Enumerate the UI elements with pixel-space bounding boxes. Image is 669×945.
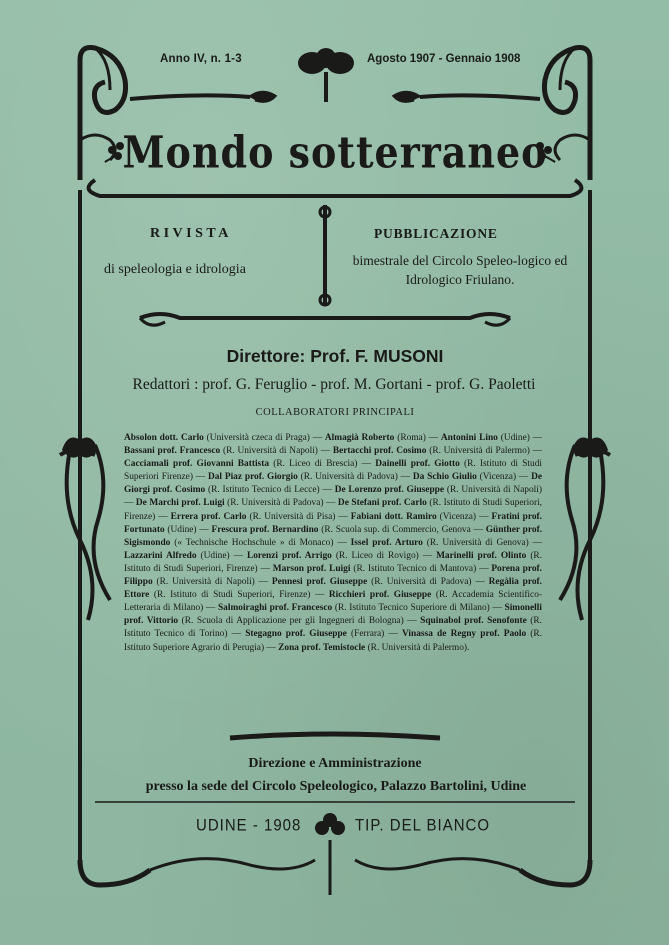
collaborator-affiliation: (R. Università di Padova)	[367, 577, 472, 588]
collaborator-name: Antonini Lino	[440, 433, 498, 443]
collaborator-name: Vinassa de Regny prof. Paolo	[401, 629, 527, 640]
collaborator-affiliation: (R. Istituto di Studi Superiori, Firenze)	[124, 550, 543, 574]
collaborator-entry	[124, 551, 230, 561]
collaborator-affiliation: (R. Università di Padova)	[224, 498, 324, 509]
left-tulip-icon	[62, 438, 98, 458]
collaborator-affiliation: (R. Università di Pisa)	[246, 511, 336, 522]
collaborator-affiliation: (R. Istituto di Studi Superiori Firenze)	[124, 459, 542, 483]
collaborator-name: De Marchi prof. Luigi	[135, 498, 225, 509]
collaborator-entry	[124, 433, 310, 443]
collaborator-name: Pennesi prof. Giuseppe	[271, 577, 368, 588]
top-center-flower-icon	[298, 48, 354, 102]
top-rule-right	[420, 95, 540, 99]
collaborator-name: Zona prof. Temistocle	[278, 642, 366, 653]
left-side-flourish	[60, 430, 110, 860]
collaborator-affiliation: (Vicenza)	[476, 472, 517, 483]
collaborator-entry	[351, 512, 476, 522]
collaborator-entry	[273, 564, 476, 574]
collaborator-name: Dal Piaz prof. Giorgio	[207, 472, 298, 483]
collaborator-affiliation: (Vicenza)	[436, 511, 477, 522]
collaborator-affiliation: (R. Università di Genova)	[422, 537, 529, 548]
footer-printer: TIP. DEL BIANCO	[355, 816, 491, 835]
collaborator-name: Fratini prof. Fortunato	[124, 511, 543, 535]
collaborator-affiliation: (R. Istituto Tecnico di Lecce)	[205, 485, 320, 496]
collaborator-affiliation: (Università czeca di Praga)	[203, 433, 310, 443]
collaborator-name: Regàlia prof. Ettore	[124, 577, 543, 601]
collaborator-name: Fabiani dott. Ramiro	[350, 511, 437, 522]
collaborator-name: De Stefani prof. Carlo	[337, 498, 427, 509]
right-panel-subtitle: bimestrale del Circolo Speleo-logico ed Idrologico Friulano.	[352, 253, 568, 287]
collaborator-name: Absolon dott. Carlo	[124, 433, 204, 443]
collaborator-name: Cacciamali prof. Giovanni Battista	[124, 459, 270, 470]
collaborator-affiliation: (Roma)	[394, 433, 426, 443]
bottom-clover-icon	[315, 813, 345, 835]
collaborator-affiliation: (R. Istituto Tecnico di Torino)	[124, 616, 542, 640]
issue-dates: Agosto 1907 - Gennaio 1908	[367, 53, 521, 65]
collaborator-affiliation: (Udine)	[164, 524, 197, 535]
collaborator-name: Stegagno prof. Giuseppe	[245, 629, 347, 640]
collaborator-affiliation: (Udine)	[196, 550, 230, 561]
collaborator-entry	[413, 472, 516, 482]
footer-city-year: UDINE - 1908	[196, 816, 302, 835]
collaborator-name: Issel prof. Arturo	[350, 537, 423, 548]
collaborator-affiliation: (R. Istituto Tecnico Superiore di Milano)	[332, 603, 490, 614]
page-title: Mondo sotterraneo	[122, 126, 548, 178]
collaborator-name: Simonelli prof. Vittorio	[124, 603, 542, 627]
collaborator-name: Almagià Roberto	[324, 433, 395, 443]
editors-line: Redattori : prof. G. Feruglio - prof. M. Gortani - prof. G. Paoletti	[132, 376, 536, 393]
collaborator-affiliation: (R. Università di Napoli)	[220, 446, 318, 457]
administration-address: presso la sede del Circolo Speleologico, Palazzo Bartolini, Udine	[145, 779, 527, 794]
collaborator-affiliation: (R. Università di Napoli)	[444, 485, 542, 496]
collaborator-affiliation: (R. Liceo di Rovigo)	[331, 550, 419, 561]
collaborator-entry	[325, 433, 426, 443]
collaborator-affiliation: (R. Istituto Tecnico di Mantova)	[350, 563, 477, 574]
collaborator-name: Marson prof. Luigi	[272, 563, 351, 574]
collaborator-affiliation: (R. Scuola di Applicazione per gli Ingegneri di Bologna)	[178, 616, 404, 627]
collaborator-affiliation: (Udine)	[497, 433, 530, 443]
collaborator-entry	[218, 603, 490, 613]
collaborator-name: Bertacchi prof. Cosimo	[332, 446, 427, 457]
administration-title: Direzione e Amministrazione	[248, 756, 422, 771]
collaborator-entry	[272, 577, 472, 587]
collaborator-name: Squinabol prof. Senofonte	[420, 616, 527, 627]
collaborator-entry	[136, 498, 324, 508]
collaborator-entry	[351, 538, 529, 548]
collaborator-name: Ricchieri prof. Giuseppe	[328, 590, 432, 601]
collaborator-name: Günther prof. Sigismondo	[124, 524, 543, 548]
collaborator-entry	[247, 551, 419, 561]
collaborator-name: Dainelli prof. Giotto	[375, 459, 460, 470]
collaborators-heading: COLLABORATORI PRINCIPALI	[255, 407, 415, 418]
collaborator-affiliation: (R. Istituto di Studi Superiori, Firenze)	[124, 498, 543, 522]
collaborator-entry	[335, 485, 542, 495]
collaborators-list: Absolon dott. Carlo (Università czeca di Praga) — Almagià Roberto (Roma) — Antonini Lino (Udine) — Bassani prof. Francesco (R. Università di Napoli) — Bertacchi prof. Cosimo (R. Università di Palermo) — Cacciamali prof. Giovanni Battista (R. Liceo di Brescia) — Dainelli prof. Giotto (R. Istituto di Studi Superiori Firenze) — Dal Piaz prof. Giorgio (R. Università di Padova) — Da Schio Giulio (Vicenza) — De Giorgi prof. Cosimo (R. Istituto Tecnico di Lecce) — De Lorenzo prof. Giuseppe (R. Università di Napoli) — De Marchi prof. Luigi (R. Università di Padova) — De Stefani prof. Carlo (R. Istituto di Studi Superiori, Firenze) — Errera prof. Carlo (R. Università di Pisa) — Fabiani dott. Ramiro (Vicenza) — Fratini prof. Fortunato (Udine) — Frescura prof. Bernardino (R. Scuola sup. di Commercio, Genova — Günther prof. Sigismondo (« Technische Hochschule » di Monaco) — Issel prof. Arturo (R. Università di Genova) — Lazzarini Alfredo (Udine) — Lorenzi prof. Arrigo (R. Liceo di Rovigo) — Marinelli prof. Olinto (R. Istituto di Studi Superiori, Firenze) — Marson prof. Luigi (R. Istituto Tecnico di Mantova) — Porena prof. Filippo (R. Università di Napoli) — Pennesi prof. Giuseppe (R. Università di Padova) — Regàlia prof. Ettore (R. Istituto di Studi Superiori, Firenze) — Ricchieri prof. Giuseppe (R. Accademia Scientifico-Letteraria di Milano) — Salmoiraghi prof. Francesco (R. Istituto Tecnico Superiore di Milano) — Simonelli prof. Vittorio (R. Scuola di Applicazione per gli Ingegneri di Bologna) — Squinabol prof. Senofonte (R. Istituto Tecnico di Torino) — Stegagno prof. Giuseppe (Ferrara) — Vinassa de Regny prof. Paolo (R. Istituto Superiore Agrario di Perugia) — Zona prof. Temistocle (R. Università di Palermo).	[124, 433, 543, 653]
director-line: Direttore: Prof. F. MUSONI	[226, 346, 444, 366]
collaborator-affiliation: (R. Università di Padova)	[297, 472, 398, 483]
collaborator-entry	[245, 629, 384, 639]
collaborator-name: Marinelli prof. Olinto	[436, 550, 527, 561]
left-panel-heading: RIVISTA	[150, 226, 232, 241]
collaborator-entry	[333, 446, 530, 456]
panel-bottom-rule	[140, 314, 510, 318]
collaborator-entry	[124, 459, 357, 469]
top-rule	[130, 95, 250, 99]
collaborator-entry	[441, 433, 530, 443]
collaborator-affiliation: (R. Università di Napoli)	[152, 577, 255, 588]
collaborator-entry	[171, 512, 336, 522]
collaborator-affiliation: (R. Università di Palermo)	[426, 446, 530, 457]
collaborator-entry	[124, 446, 318, 456]
collaborator-name: Bassani prof. Francesco	[124, 446, 221, 457]
collaborator-name: Errera prof. Carlo	[170, 511, 247, 522]
collaborator-affiliation: (« Technische Hochschule » di Monaco)	[170, 537, 334, 548]
collaborator-affiliation: (R. Scuola sup. di Commercio, Genova	[318, 524, 471, 535]
top-left-flourish	[80, 48, 126, 181]
collaborator-name: Da Schio Giulio	[412, 472, 477, 483]
collaborator-entry	[208, 472, 398, 482]
collaborator-name: Frescura prof. Bernardino	[211, 524, 319, 535]
right-panel-heading: PUBBLICAZIONE	[374, 226, 498, 241]
collaborator-affiliation: (Ferrara)	[346, 629, 385, 640]
collaborator-affiliation: (R. Accademia Scientifico-Letteraria di Milano)	[124, 590, 543, 614]
right-tulip-icon	[572, 438, 608, 458]
collaborator-affiliation: (R. Istituto di Studi Superiori, Firenze)	[149, 590, 311, 601]
bottom-frame	[80, 860, 590, 885]
collaborator-name: De Giorgi prof. Cosimo	[124, 472, 543, 496]
right-side-flourish	[560, 430, 610, 860]
collaborator-affiliation: (R. Università di Palermo).	[365, 642, 470, 653]
left-panel-subtitle: di speleologia e idrologia	[104, 262, 246, 277]
collaborator-entry	[211, 525, 470, 535]
issue-number: Anno IV, n. 1-3	[160, 53, 242, 65]
collaborator-affiliation: (R. Liceo di Brescia)	[269, 459, 358, 470]
collaborator-name: Lorenzi prof. Arrigo	[246, 550, 332, 561]
collaborator-affiliation: (R. Istituto Superiore Agrario di Perugia)	[124, 629, 543, 653]
title-underline	[89, 180, 582, 196]
collaborator-name: Porena prof. Filippo	[124, 563, 543, 588]
collaborator-name: Lazzarini Alfredo	[124, 550, 197, 561]
admin-separator	[230, 734, 440, 738]
collaborator-name: De Lorenzo prof. Giuseppe	[334, 485, 445, 496]
collaborator-name: Salmoiraghi prof. Francesco	[217, 603, 333, 614]
collaborator-entry	[278, 643, 469, 653]
